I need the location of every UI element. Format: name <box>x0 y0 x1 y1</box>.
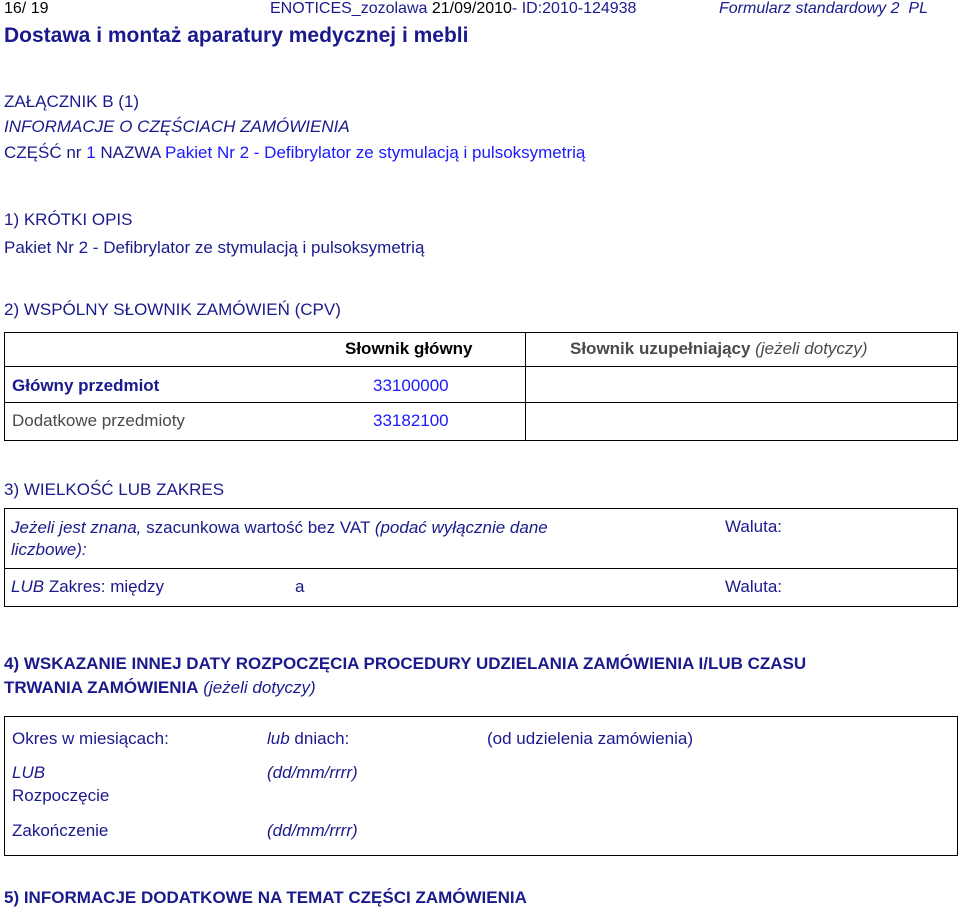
cpv-header-main <box>331 333 526 367</box>
page-number: 16/ 19 <box>4 0 49 17</box>
end-label: Zakończenie <box>12 821 109 840</box>
section1-text: Pakiet Nr 2 - Defibrylator ze stymulacją i pulsoksymetrią <box>4 238 425 257</box>
section4-heading-line2 <box>4 678 316 698</box>
duration-lub: lub <box>267 729 290 748</box>
dates-lub: LUB <box>12 763 46 782</box>
cpv-col-supp: Słownik uzupełniający <box>570 339 751 358</box>
scope-range-cell <box>5 569 706 607</box>
cpv-row-add-label <box>5 403 332 441</box>
cpv-header-supp <box>526 333 958 367</box>
estimate-known: Jeżeli jest znana, <box>11 518 142 537</box>
notice-date: 21/09/2010 <box>431 0 512 17</box>
cpv-add-label: Dodatkowe przedmioty <box>12 411 185 430</box>
cpv-add-code: 33182100 <box>373 411 449 430</box>
annex-subheading: INFORMACJE O CZĘŚCIACH ZAMÓWIENIA <box>4 117 350 136</box>
name-label: NAZWA <box>100 143 161 162</box>
start-label: Rozpoczęcie <box>12 786 110 805</box>
part-label: CZĘŚĆ nr <box>4 143 82 162</box>
part-line <box>4 143 585 163</box>
notice-suffix: - ID:2010-124938 <box>511 0 637 17</box>
scope-estimate-cell <box>5 509 706 569</box>
cpv-row-main-code <box>331 367 526 403</box>
cpv-row-main-label <box>5 367 332 403</box>
annex-heading: ZAŁĄCZNIK B (1) <box>4 92 140 111</box>
form-lang: PL <box>908 0 928 17</box>
notice-prefix: ENOTICES_zozolawa <box>270 0 432 17</box>
part-number: 1 <box>86 143 96 162</box>
duration-box <box>4 716 958 856</box>
scope-currency-cell <box>705 509 958 569</box>
section2-heading: 2) WSPÓLNY SŁOWNIK ZAMÓWIEŃ (CPV) <box>4 300 341 319</box>
form-name-text: Formularz standardowy 2 <box>719 0 900 17</box>
cpv-header-blank <box>5 333 332 367</box>
cpv-main-code: 33100000 <box>373 376 449 395</box>
start-date-format: (dd/mm/rrrr) <box>267 763 358 782</box>
cpv-row-add-supp <box>526 403 958 441</box>
estimate-note: (podać wyłącznie dane <box>374 518 548 537</box>
cpv-row-add-code <box>331 403 526 441</box>
section3-heading: 3) WIELKOŚĆ LUB ZAKRES <box>4 480 225 499</box>
duration-days-label: dniach: <box>294 729 350 748</box>
currency-label-1: Waluta: <box>725 517 783 536</box>
section5-heading: 5) INFORMACJE DODATKOWE NA TEMAT CZĘŚCI ZAMÓWIENIA <box>4 888 527 907</box>
estimate-value-label: szacunkowa wartość bez VAT <box>146 518 371 537</box>
part-name: Pakiet Nr 2 - Defibrylator ze stymulacją i pulsoksymetrią <box>164 143 586 162</box>
scope-currency2-cell <box>705 569 958 607</box>
estimate-note-cont: liczbowe): <box>11 540 87 559</box>
section4-heading-line1: 4) WSKAZANIE INNEJ DATY ROZPOCZĘCIA PROCEDURY UDZIELANIA ZAMÓWIENIA I/LUB CZASU <box>4 654 807 673</box>
cpv-row-main-supp <box>526 367 958 403</box>
cpv-table <box>4 332 958 441</box>
end-date-format: (dd/mm/rrrr) <box>267 821 358 840</box>
section4-note: (jeżeli dotyczy) <box>203 678 316 697</box>
section4-heading-text: TRWANIA ZAMÓWIENIA <box>4 678 199 697</box>
duration-from-award: (od udzielenia zamówienia) <box>487 729 694 748</box>
range-lub: LUB <box>11 577 45 596</box>
cpv-col-supp-note: (jeżeli dotyczy) <box>755 339 868 358</box>
cpv-col-main: Słownik główny <box>345 339 473 358</box>
scope-table <box>4 508 958 607</box>
range-and: a <box>295 577 305 596</box>
section1-heading: 1) KRÓTKI OPIS <box>4 210 133 229</box>
currency-label-2: Waluta: <box>725 577 783 596</box>
cpv-main-label: Główny przedmiot <box>12 376 160 395</box>
document-title: Dostawa i montaż aparatury medycznej i mebli <box>4 24 469 47</box>
duration-days <box>267 729 349 749</box>
range-label: Zakres: między <box>48 577 165 596</box>
form-name <box>719 0 928 18</box>
duration-months-label: Okres w miesiącach: <box>12 729 169 748</box>
notice-id <box>270 0 636 18</box>
